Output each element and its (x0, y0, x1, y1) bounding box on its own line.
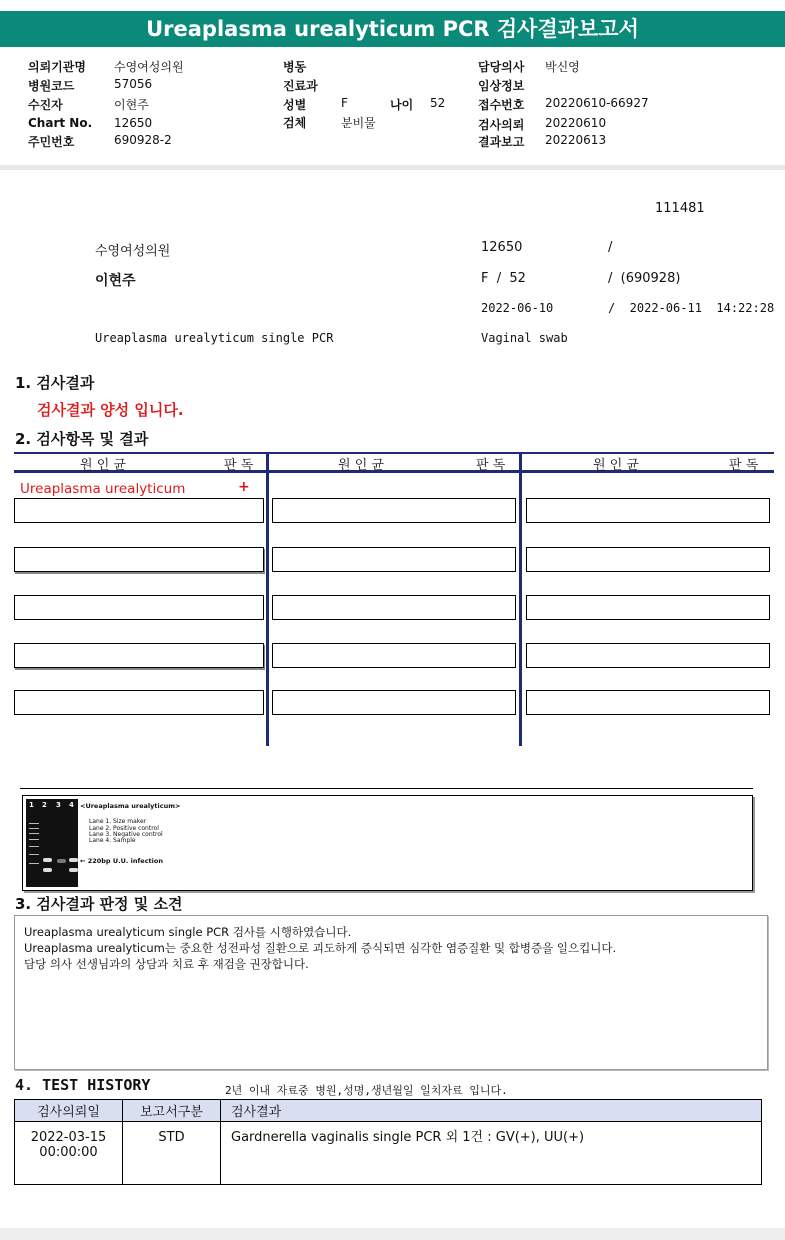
result-box (526, 498, 770, 523)
receipt-label: 접수번호 (478, 98, 525, 112)
gel-legend-item: Lane 2. Positive control (89, 825, 159, 832)
opinion-line: Ureaplasma urealyticum는 중요한 성전파성 질환으로 괴도하게 증식되면 심각한 염증질환 및 합병증을 일으킵니다. (24, 941, 617, 955)
gel-lane-number: 3 (56, 801, 61, 809)
resident-label: 주민번호 (28, 135, 75, 149)
chart-value: 12650 (114, 116, 153, 130)
section4-title: 4. TEST HISTORY (15, 1076, 151, 1094)
column-divider-2 (519, 452, 522, 746)
col-head-judge-1: 판 독 (224, 458, 254, 473)
institution-value: 수영여성의원 (114, 60, 184, 74)
gel-lane-number: 1 (29, 801, 34, 809)
ward-label: 병동 (283, 60, 307, 74)
info-slash: / (608, 240, 613, 255)
hospital-code-value: 57056 (114, 77, 153, 91)
result-box (526, 643, 770, 668)
header-separator (0, 165, 785, 170)
gel-legend-item: Lane 1. Size maker (89, 818, 147, 825)
positive-control-band (43, 858, 52, 862)
section2-title: 2. 검사항목 및 결과 (15, 430, 149, 448)
doctor-value: 박신영 (545, 60, 580, 74)
result-box (272, 498, 516, 523)
result-box (272, 643, 516, 668)
result-box (14, 547, 264, 572)
ladder-band (29, 846, 39, 847)
history-time: 00:00:00 (39, 1145, 98, 1160)
report-title: Ureaplasma urealyticum PCR 검사결과보고서 (0, 11, 785, 47)
request-label: 검사의뢰 (478, 118, 525, 132)
result-box (14, 690, 264, 715)
history-type: STD (123, 1122, 221, 1185)
result-box (272, 547, 516, 572)
info-specimen: Vaginal swab (481, 331, 568, 345)
opinion-line: Ureaplasma urealyticum single PCR 검사를 시행하였습니다. (24, 925, 352, 939)
specimen-label: 검체 (283, 116, 307, 130)
report-value: 20220613 (545, 133, 607, 147)
footer-band (0, 1228, 785, 1240)
sex-value: F (341, 96, 348, 110)
ladder-band (29, 833, 39, 834)
sample-band (69, 858, 78, 862)
result-box (14, 595, 264, 620)
opinion-box (14, 915, 768, 1070)
col-head-judge-3: 판 독 (729, 458, 759, 473)
gel-title: <Ureaplasma urealyticum> (80, 802, 181, 810)
gel-electrophoresis-image (26, 799, 78, 887)
opinion-line: 담당 의사 선생님과의 상담과 치료 후 재검을 권장합니다. (24, 957, 309, 971)
gel-lane-number: 4 (69, 801, 74, 809)
chart-label: Chart No. (28, 116, 93, 130)
patient-value: 이현주 (114, 98, 149, 112)
ladder-band (29, 863, 39, 864)
info-date2: / 2022-06-11 14:22:28 (608, 301, 775, 315)
negative-control-band (57, 859, 66, 863)
receipt-value: 20220610-66927 (545, 96, 649, 110)
primer-band (43, 868, 52, 872)
result-box (526, 690, 770, 715)
positive-result: 검사결과 양성 입니다. (37, 401, 184, 419)
history-date: 2022-03-15 (30, 1130, 107, 1145)
pathogen-row1-name: Ureaplasma urealyticum (20, 481, 186, 497)
info-sex-age: F / 52 (481, 271, 526, 286)
table-top-line (14, 452, 774, 454)
ladder-band (29, 828, 39, 829)
doctor-label: 담당의사 (478, 60, 525, 74)
info-chart: 12650 (481, 240, 523, 255)
result-box (526, 547, 770, 572)
history-header-type: 보고서구분 (123, 1100, 221, 1122)
request-value: 20220610 (545, 116, 607, 130)
column-divider-1 (266, 452, 269, 746)
result-box (272, 595, 516, 620)
result-box (272, 690, 516, 715)
dept-label: 진료과 (283, 79, 318, 93)
sex-label: 성별 (283, 98, 307, 112)
history-header-result: 검사결과 (221, 1100, 762, 1122)
section3-title: 3. 검사결과 판정 및 소견 (15, 895, 183, 913)
hospital-code-label: 병원코드 (28, 79, 75, 93)
result-box (14, 498, 264, 523)
section1-title: 1. 검사결과 (15, 374, 95, 392)
gel-top-line (20, 788, 753, 789)
info-date1: 2022-06-10 (481, 301, 554, 315)
gel-lane-number: 2 (42, 801, 47, 809)
info-patient: 이현주 (95, 273, 136, 289)
sample-primer-band (69, 868, 78, 872)
institution-label: 의뢰기관명 (28, 60, 86, 74)
ladder-band (29, 823, 39, 824)
history-note: 2년 이내 자료중 병원,성명,생년월일 일치자료 입니다. (225, 1084, 508, 1097)
col-head-judge-2: 판 독 (476, 458, 506, 473)
gel-legend-item: Lane 3. Negative control (89, 831, 163, 838)
history-header-date: 검사의뢰일 (15, 1100, 123, 1122)
history-date-cell (15, 1122, 123, 1185)
info-clinic: 수영여성의원 (95, 244, 171, 259)
col-head-pathogen-2: 원 인 균 (338, 458, 384, 473)
ladder-band (29, 854, 39, 855)
report-label: 결과보고 (478, 135, 525, 149)
resident-value: 690928-2 (114, 133, 172, 147)
report-code: 111481 (655, 201, 705, 216)
specimen-value: 분비물 (341, 116, 376, 130)
col-head-pathogen-3: 원 인 균 (593, 458, 639, 473)
history-table (14, 1099, 762, 1185)
col-head-pathogen-1: 원 인 균 (80, 458, 126, 473)
info-test: Ureaplasma urealyticum single PCR (95, 331, 334, 345)
history-result: Gardnerella vaginalis single PCR 외 1건 : GV(+), UU(+) (221, 1122, 762, 1185)
patient-label: 수진자 (28, 98, 63, 112)
table-row (15, 1122, 762, 1185)
table-header-line (14, 470, 774, 473)
gel-legend-item: Lane 4. Sample (89, 837, 136, 844)
gel-arrow-label: ← 220bp U.U. infection (80, 857, 163, 865)
info-birth: / (690928) (608, 271, 681, 286)
clinical-label: 임상정보 (478, 79, 525, 93)
ladder-band (29, 839, 39, 840)
age-label: 나이 (390, 98, 414, 112)
result-box (14, 643, 264, 668)
age-value: 52 (430, 96, 446, 110)
result-box (526, 595, 770, 620)
pathogen-row1-result: + (238, 479, 250, 495)
